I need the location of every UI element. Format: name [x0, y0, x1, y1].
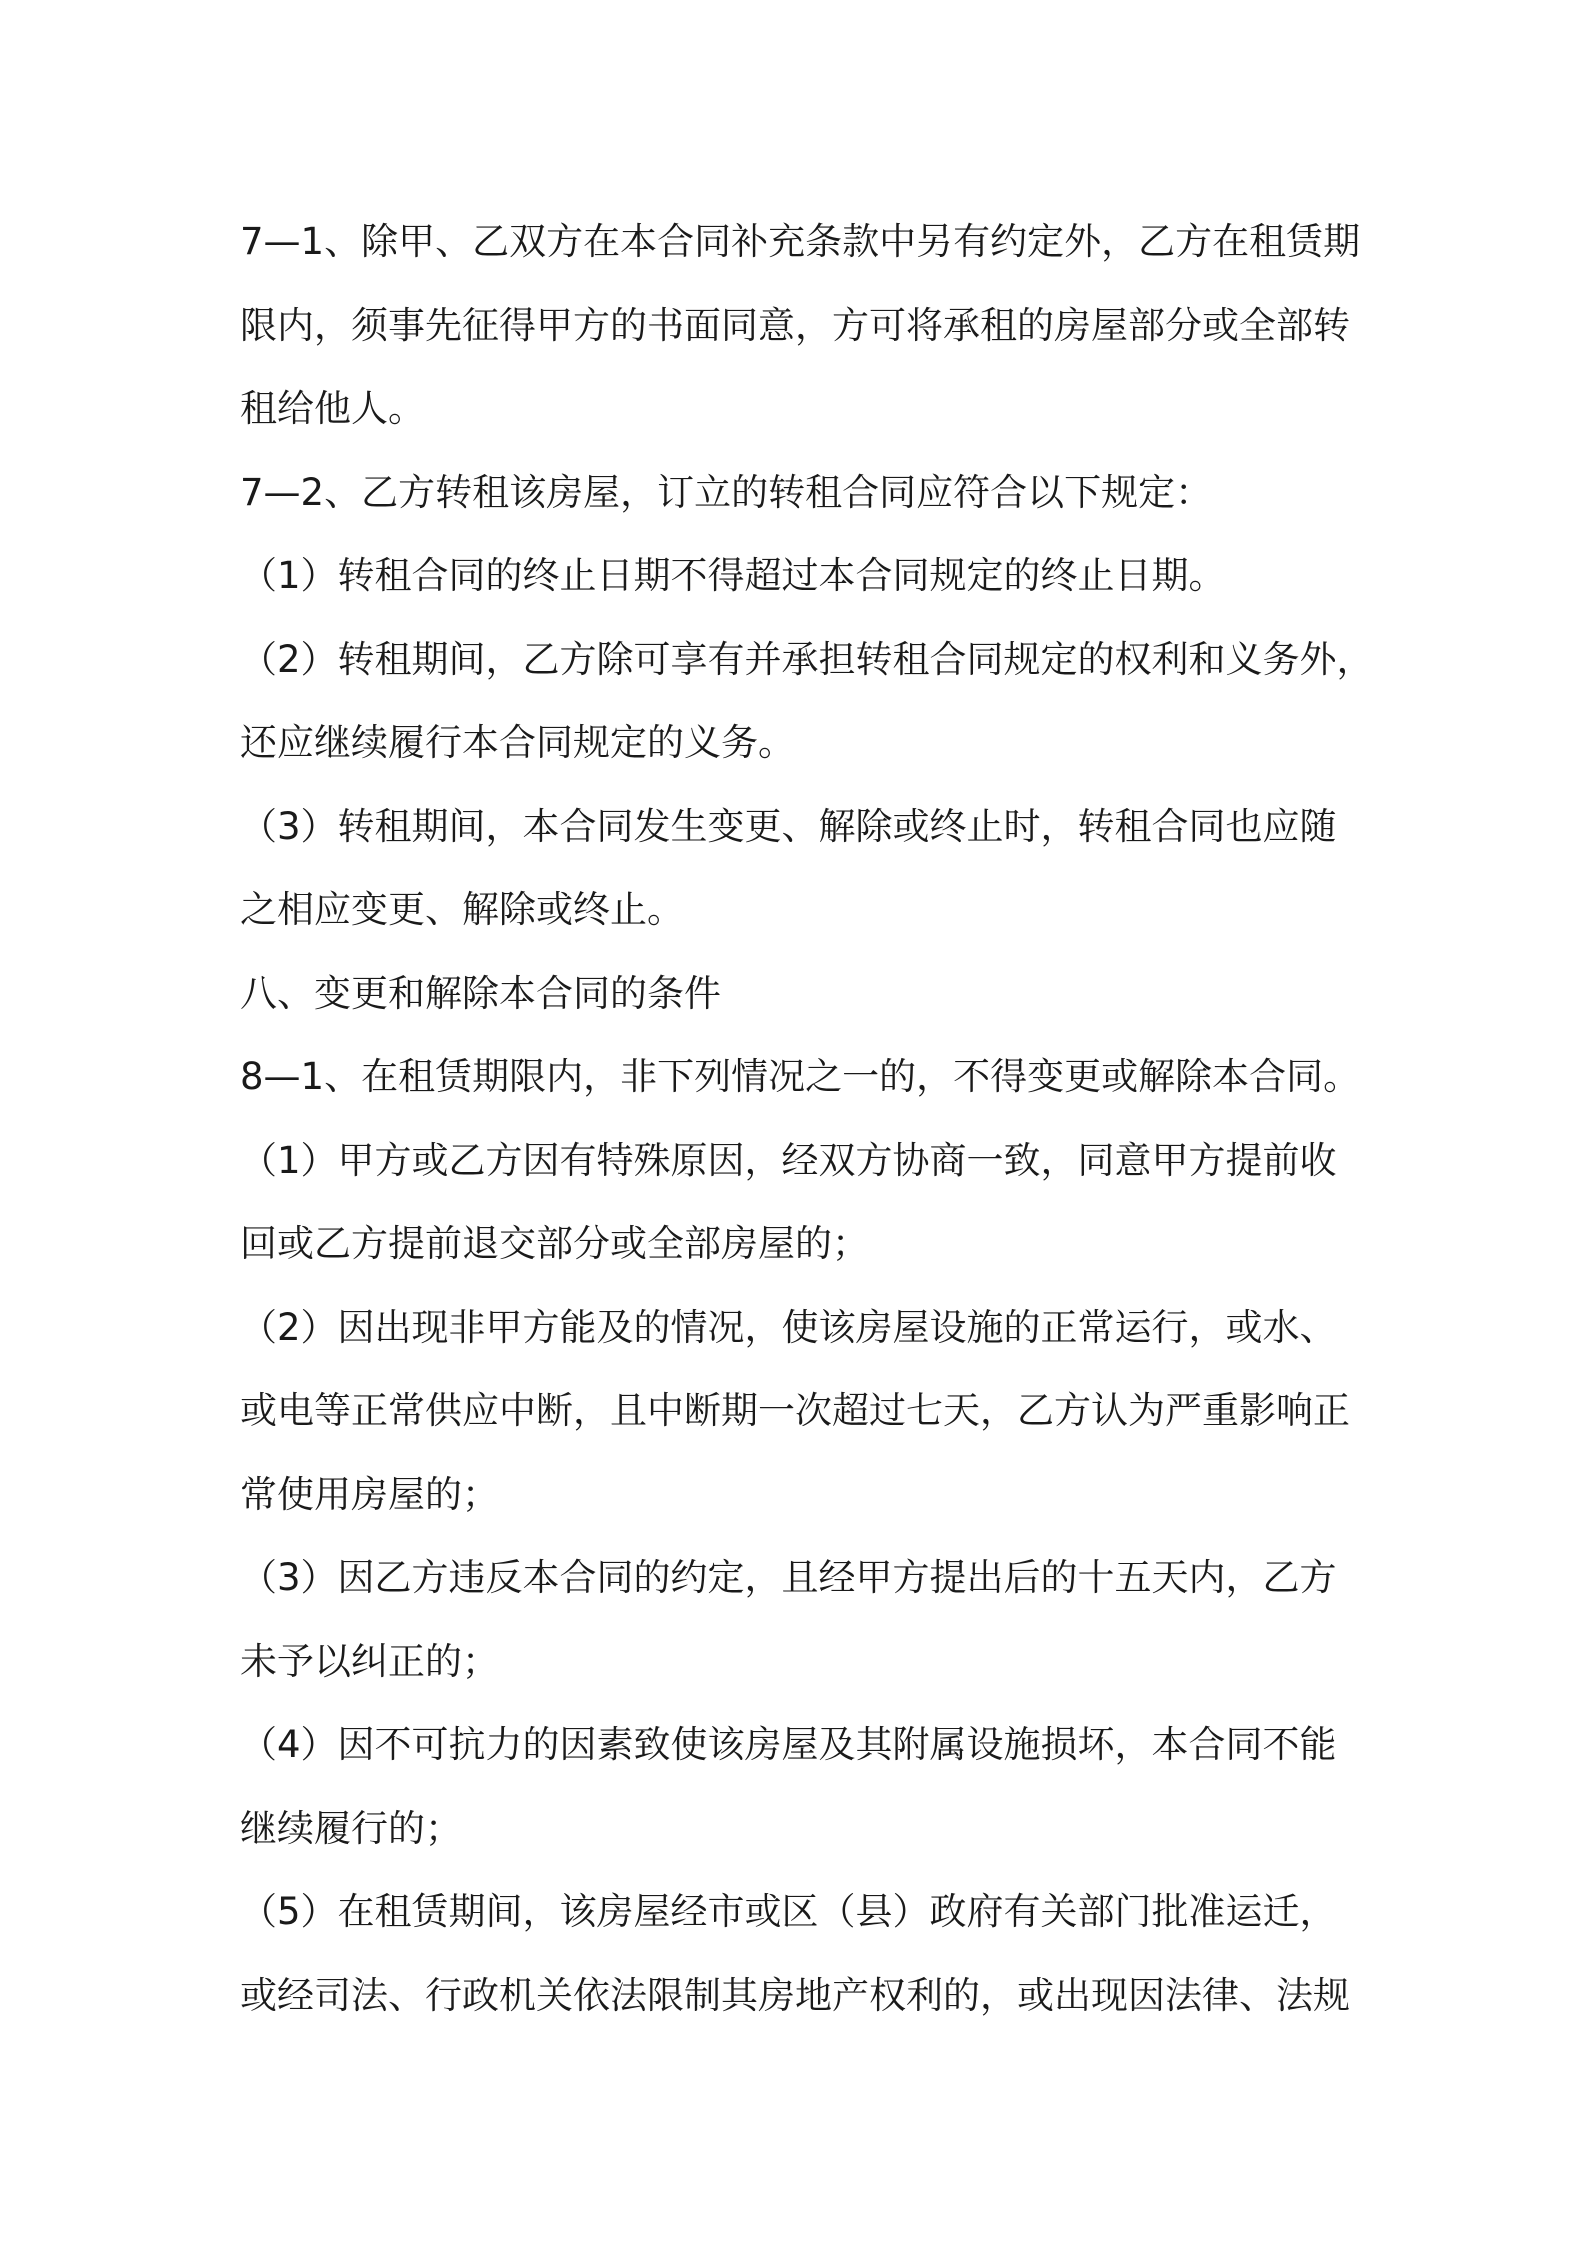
text-line-item-1: （1）转租合同的终止日期不得超过本合同规定的终止日期。: [240, 554, 1226, 597]
text-line: 限内，须事先征得甲方的书面同意，方可将承租的房屋部分或全部转: [240, 303, 1350, 347]
text-line-item-1: （1）甲方或乙方因有特殊原因，经双方协商一致，同意甲方提前收: [240, 1138, 1337, 1182]
text-line-clause-7-2: 7—2、乙方转租该房屋，订立的转租合同应符合以下规定：: [240, 470, 1213, 514]
text-line: 或电等正常供应中断，且中断期一次超过七天，乙方认为严重影响正: [240, 1389, 1350, 1432]
document-body: [240, 200, 1374, 2037]
text-line: 未予以纠正的；: [240, 1639, 499, 1683]
text-line: 回或乙方提前退交部分或全部房屋的；: [240, 1222, 869, 1265]
text-line: 租给他人。: [240, 387, 425, 430]
text-line: 之相应变更、解除或终止。: [240, 888, 684, 931]
text-line: 继续履行的；: [240, 1806, 462, 1850]
text-line-item-2: （2）转租期间，乙方除可享有并承担转租合同规定的权利和义务外，: [240, 637, 1374, 681]
text-line-item-3: （3）转租期间，本合同发生变更、解除或终止时，转租合同也应随: [240, 804, 1337, 848]
text-line-clause-7-1: 7—1、除甲、乙双方在本合同补充条款中另有约定外，乙方在租赁期: [240, 220, 1361, 263]
section-heading-8: 八、变更和解除本合同的条件: [240, 971, 721, 1015]
text-line: 常使用房屋的；: [240, 1472, 499, 1516]
text-line: 还应继续履行本合同规定的义务。: [240, 721, 795, 764]
text-line-item-3: （3）因乙方违反本合同的约定，且经甲方提出后的十五天内，乙方: [240, 1556, 1337, 1599]
text-line-clause-8-1: 8—1、在租赁期限内，非下列情况之一的，不得变更或解除本合同。: [240, 1055, 1361, 1098]
text-line-item-4: （4）因不可抗力的因素致使该房屋及其附属设施损坏，本合同不能: [240, 1723, 1337, 1766]
text-line: 或经司法、行政机关依法限制其房地产权利的，或出现因法律、法规: [240, 1973, 1350, 2017]
text-line-item-2: （2）因出现非甲方能及的情况，使该房屋设施的正常运行，或水、: [240, 1305, 1337, 1349]
text-line-item-5: （5）在租赁期间，该房屋经市或区（县）政府有关部门批准运迁，: [240, 1890, 1337, 1933]
